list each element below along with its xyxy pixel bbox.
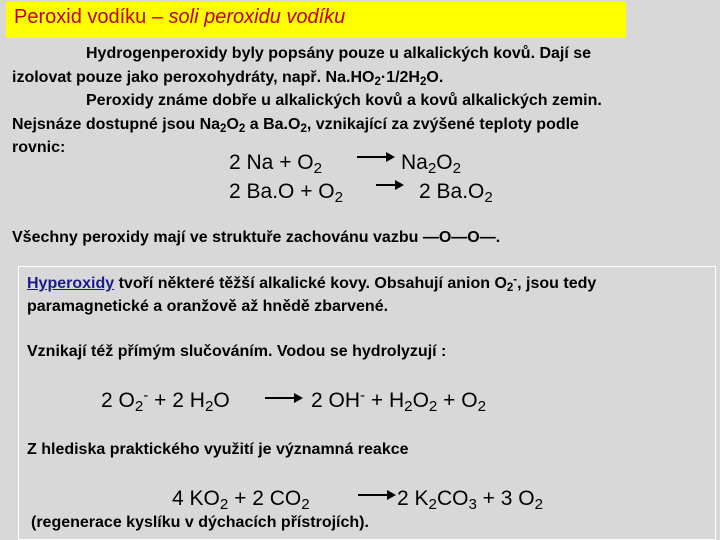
eq-text: CO (436, 487, 469, 510)
equation2-reactants (229, 180, 343, 204)
subscript: 2 (220, 122, 227, 135)
superscript: - (143, 387, 149, 405)
eq-text: O (412, 389, 429, 412)
subscript: 2 (404, 397, 413, 415)
subscript: 2 (534, 495, 544, 513)
title-subtitle: – soli peroxidu vodíku (151, 6, 346, 28)
equation2-products (419, 180, 493, 204)
subscript: 2 (219, 495, 229, 513)
eq-text: + 2 CO (228, 487, 302, 510)
intro-text: a Ba.O (245, 115, 301, 133)
hyperoxide-term-link[interactable]: Hyperoxidy (27, 275, 115, 292)
intro-text: O (226, 115, 239, 133)
eq-text: + H (365, 389, 405, 412)
hyperoxide-line2: paramagnetické a oranžově až hnědě zbarvené. (27, 298, 389, 315)
intro-p1-line2: izolovat pouze jako peroxohydráty, např. Na.HO (12, 68, 375, 86)
direct-synthesis-line: Vznikají též přímým slučováním. Vodou se hydrolyzují : (27, 343, 447, 360)
subscript: 2 (374, 75, 381, 88)
hyperoxide-text: , jsou tedy (517, 275, 597, 292)
subscript: 2 (419, 75, 427, 88)
practical-use-line: Z hlediska praktického využití je významná reakce (27, 441, 409, 458)
superscript: - (360, 387, 366, 405)
equation1-reactants (229, 151, 322, 175)
intro-text: ·1/2H (380, 68, 420, 86)
intro-p2-line2: Nejsnáze dostupné jsou Na (12, 115, 221, 133)
structure-line: Všechny peroxidy mají ve struktuře zachovánu vazbu —O—O—. (12, 229, 501, 246)
subscript: 2 (427, 159, 437, 177)
subscript: 2 (506, 281, 514, 294)
eq-text: + 3 O (476, 487, 535, 510)
eq-text: 2 Ba.O (419, 180, 485, 203)
subscript: 2 (238, 122, 246, 135)
eq-text: 2 O (101, 389, 135, 412)
subscript: 2 (334, 188, 344, 206)
subscript: 2 (428, 495, 437, 513)
eq-text: O (436, 151, 453, 174)
equation3-products (311, 389, 486, 413)
subscript: 2 (204, 397, 214, 415)
equation1-products (401, 151, 461, 175)
intro-paragraph (12, 42, 712, 160)
page-title (14, 6, 345, 29)
subscript: 2 (134, 397, 144, 415)
subscript: 2 (300, 122, 307, 135)
equation4-products (397, 487, 543, 511)
reaction-arrow-icon (357, 488, 397, 502)
eq-text: 2 Na + O (229, 151, 314, 174)
subscript: 3 (468, 495, 477, 513)
subscript: 2 (477, 397, 487, 415)
intro-text: , vznikající za zvýšené teploty podle (306, 115, 579, 133)
footer-note: (regenerace kyslíku v dýchacích přístrojích). (31, 514, 369, 531)
subscript: 2 (484, 188, 493, 206)
intro-p2-line1: Peroxidy známe dobře u alkalických kovů a kovů alkalických zemin. (86, 92, 602, 109)
eq-text: + O (437, 389, 478, 412)
hyperoxide-text: tvoří některé těžší alkalické kovy. Obsahují anion O (114, 275, 507, 292)
subscript: 2 (428, 397, 438, 415)
eq-text: 4 KO (172, 487, 220, 510)
title-main: Peroxid vodíku (14, 6, 147, 28)
hyperoxide-line1 (27, 275, 596, 293)
equation4-reactants (172, 487, 310, 511)
eq-text: + 2 H (148, 389, 205, 412)
reaction-arrow-icon (356, 150, 396, 164)
eq-text: Na (401, 151, 428, 174)
reaction-arrow-icon (264, 391, 304, 405)
subscript: 2 (313, 159, 323, 177)
reaction-arrow-icon (375, 178, 405, 192)
equation3-reactants (101, 389, 230, 413)
subscript: 2 (452, 159, 462, 177)
eq-text: 2 OH (311, 389, 361, 412)
eq-text: O (213, 389, 230, 412)
eq-text: 2 Ba.O + O (229, 180, 335, 203)
intro-text: O. (426, 68, 444, 86)
superscript: - (513, 273, 518, 286)
intro-p2-line3: rovnic: (12, 139, 66, 156)
subscript: 2 (301, 495, 310, 513)
intro-p1-line1: Hydrogenperoxidy byly popsány pouze u alkalických kovů. Dají se (86, 45, 592, 62)
eq-text: 2 K (397, 487, 429, 510)
